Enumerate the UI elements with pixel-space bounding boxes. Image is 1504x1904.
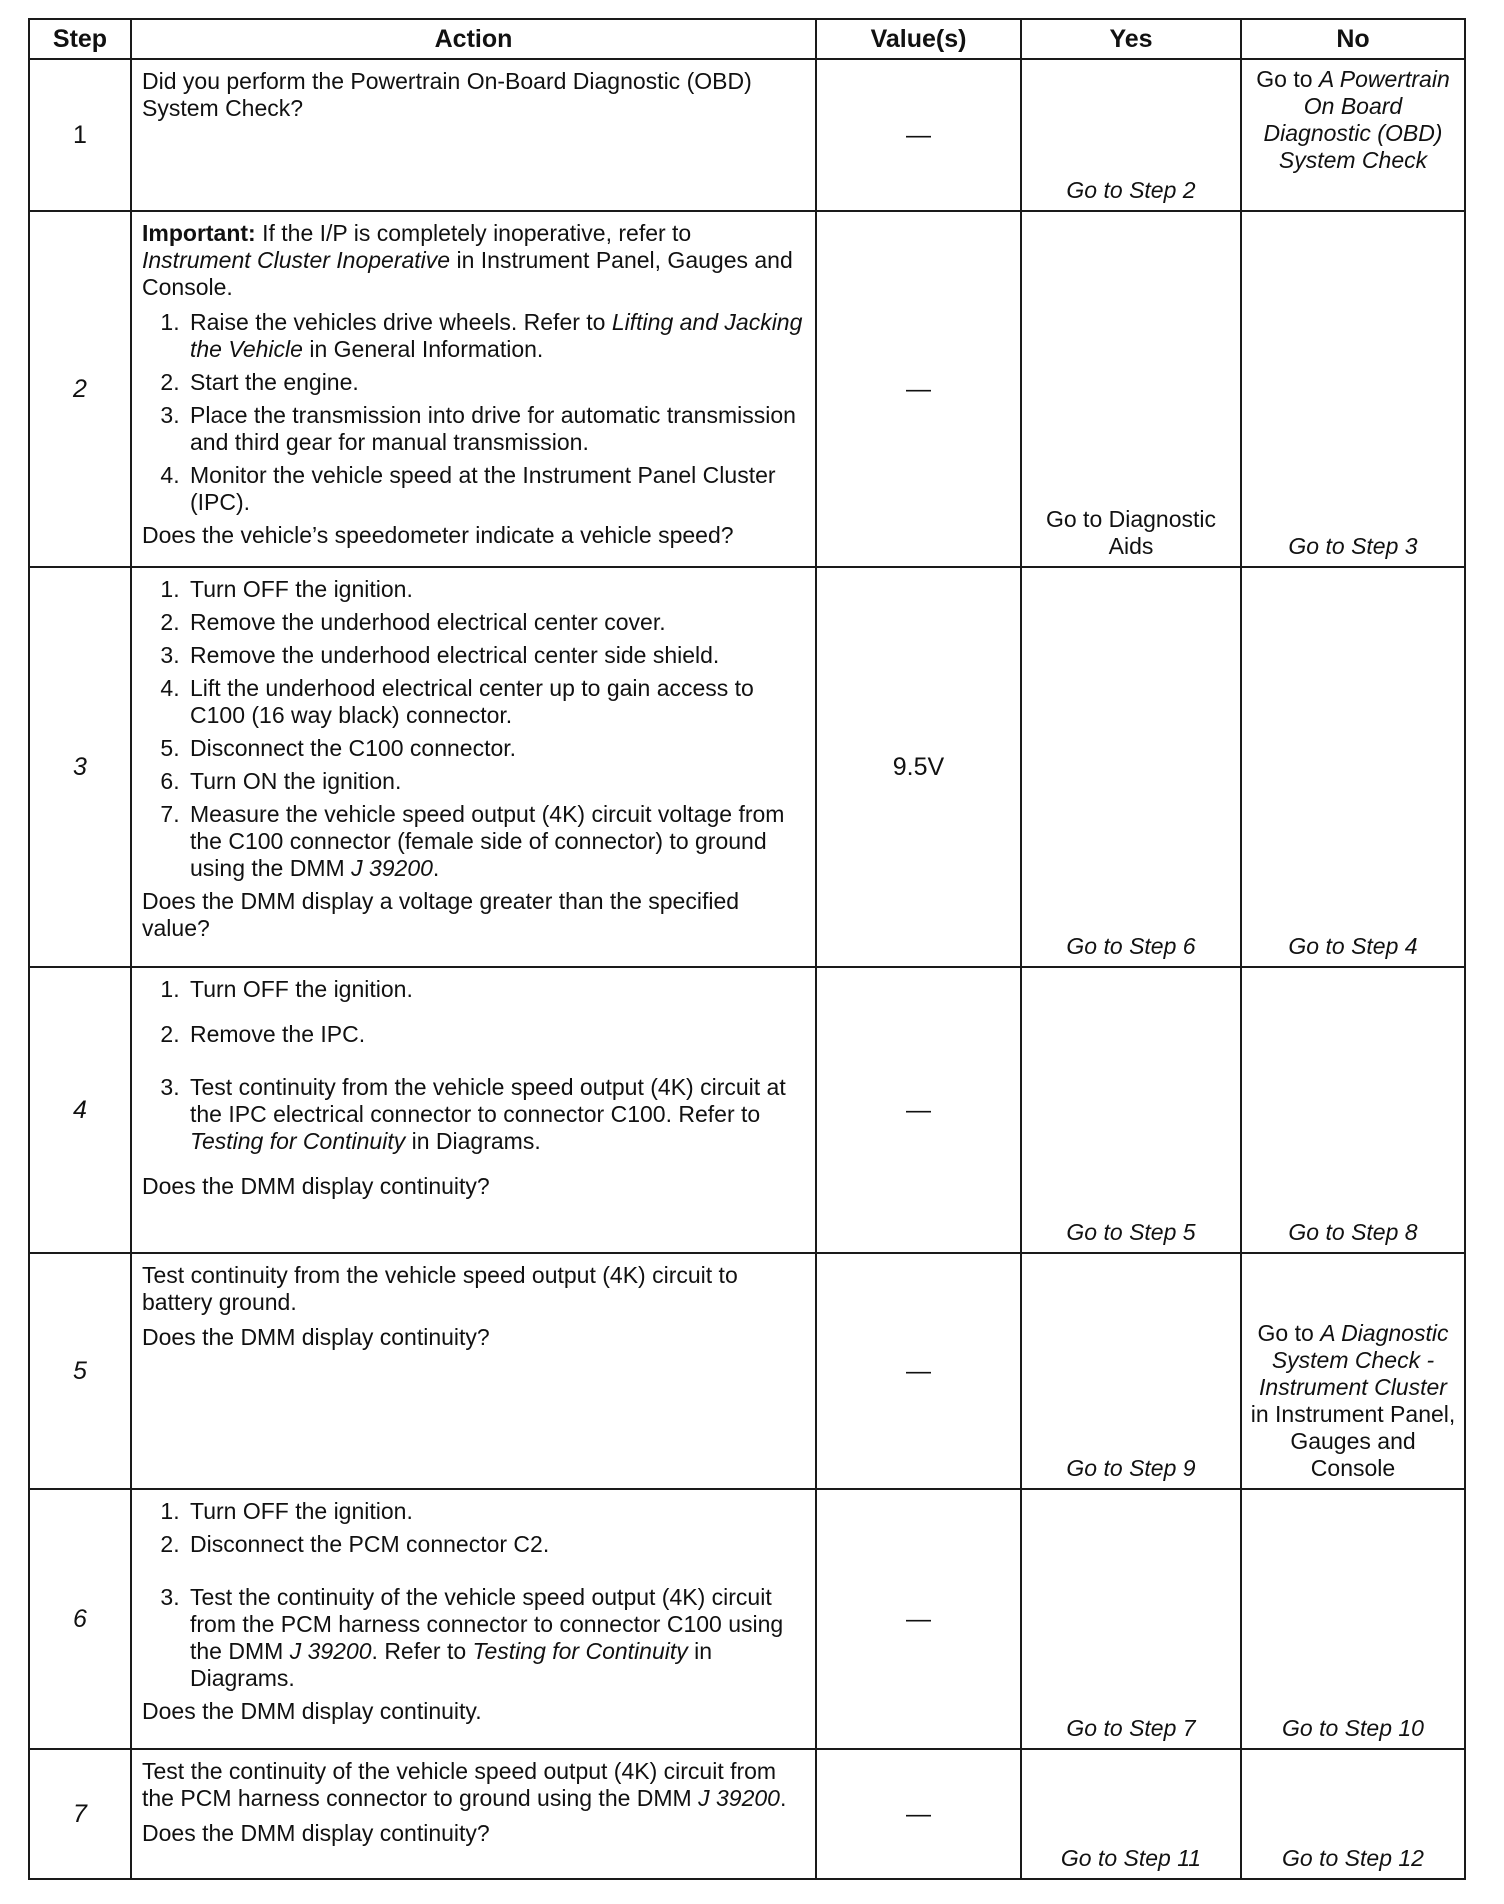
step-number: 6	[29, 1489, 131, 1749]
action-question: Does the vehicle’s speedometer indicate a vehicle speed?	[142, 522, 734, 548]
yes-link[interactable]: Go to Step 7	[1066, 1715, 1196, 1741]
action-text: Test the continuity of the vehicle speed output (4K) circuit from the PCM harness connector to ground using the DMM J 39200.	[142, 1758, 787, 1811]
reference-link[interactable]: Instrument Cluster Inoperative	[142, 247, 451, 273]
action-cell	[131, 1253, 816, 1489]
list-item: 1. Raise the vehicles drive wheels. Refer to Lifting and Jacking the Vehicle in General Information.	[186, 309, 803, 363]
procedure-list	[142, 576, 803, 882]
table-row	[29, 1749, 1465, 1879]
reference-link[interactable]: Testing for Continuity	[472, 1638, 688, 1664]
list-item: 5. Disconnect the C100 connector.	[186, 735, 803, 762]
header-row	[29, 19, 1465, 59]
list-item: 6. Turn ON the ignition.	[186, 768, 803, 795]
no-link[interactable]: Go to Step 12	[1282, 1845, 1424, 1871]
no-cell	[1241, 211, 1465, 567]
action-question: Does the DMM display continuity?	[142, 1324, 490, 1350]
no-cell	[1241, 567, 1465, 967]
no-prefix: Go to	[1256, 66, 1313, 92]
action-cell	[131, 1489, 816, 1749]
header-no: No	[1241, 19, 1465, 59]
table-row	[29, 567, 1465, 967]
list-item: 2. Remove the IPC.	[186, 1021, 803, 1048]
action-question: Did you perform the Powertrain On-Board Diagnostic (OBD) System Check?	[142, 68, 752, 121]
no-suffix: in Instrument Panel, Gauges and Console	[1250, 1401, 1456, 1481]
list-item: 1. Turn OFF the ignition.	[186, 1498, 803, 1525]
action-cell	[131, 59, 816, 211]
value-cell: —	[816, 59, 1021, 211]
tool-reference[interactable]: J 39200	[698, 1785, 780, 1811]
yes-cell	[1021, 1489, 1241, 1749]
list-item: 4. Lift the underhood electrical center up to gain access to C100 (16 way black) connector.	[186, 675, 803, 729]
value-cell: 9.5V	[816, 567, 1021, 967]
yes-link[interactable]: Go to Step 9	[1066, 1455, 1196, 1481]
yes-link[interactable]: Go to Step 6	[1066, 933, 1196, 959]
no-link[interactable]: Go to Step 3	[1288, 533, 1418, 559]
action-question: Does the DMM display continuity?	[142, 1173, 490, 1199]
list-item: 3. Test continuity from the vehicle speed output (4K) circuit at the IPC electrical connector to connector C100. Refer to Testing for Continuity in Diagrams.	[186, 1074, 803, 1155]
procedure-list	[142, 309, 803, 516]
yes-cell	[1021, 1253, 1241, 1489]
step-number: 2	[29, 211, 131, 567]
value-cell: —	[816, 211, 1021, 567]
table-row	[29, 211, 1465, 567]
step-number: 3	[29, 567, 131, 967]
no-prefix: Go to	[1257, 1320, 1314, 1346]
yes-cell	[1021, 211, 1241, 567]
tool-reference[interactable]: J 39200	[351, 855, 433, 881]
value-cell: —	[816, 1253, 1021, 1489]
action-cell	[131, 211, 816, 567]
action-text: Test continuity from the vehicle speed output (4K) circuit to battery ground.	[142, 1262, 738, 1315]
list-item: 2. Remove the underhood electrical center cover.	[186, 609, 803, 636]
list-item: 3. Test the continuity of the vehicle speed output (4K) circuit from the PCM harness connector to connector C100 using the DMM J 39200. Refer to Testing for Continuity in Diagrams.	[186, 1584, 803, 1692]
yes-cell	[1021, 59, 1241, 211]
list-item: 3. Place the transmission into drive for automatic transmission and third gear for manual transmission.	[186, 402, 803, 456]
step-number: 1	[29, 59, 131, 211]
yes-cell	[1021, 1749, 1241, 1879]
no-link[interactable]: Go to Step 8	[1288, 1219, 1418, 1245]
no-cell	[1241, 59, 1465, 211]
reference-link[interactable]: Testing for Continuity	[190, 1128, 406, 1154]
table-row	[29, 59, 1465, 211]
no-link[interactable]: A Diagnostic System Check - Instrument Cluster	[1259, 1320, 1449, 1400]
yes-link[interactable]: Go to Step 5	[1066, 1219, 1196, 1245]
important-note: Important: If the I/P is completely inoperative, refer to Instrument Cluster Inoperative in Instrument Panel, Gauges and Console.	[142, 220, 793, 300]
table-row	[29, 967, 1465, 1253]
action-question: Does the DMM display continuity?	[142, 1820, 490, 1846]
list-item: 1. Turn OFF the ignition.	[186, 576, 803, 603]
reference-link[interactable]: Lifting and Jacking the Vehicle	[190, 309, 803, 362]
no-link[interactable]: Go to Step 4	[1288, 933, 1418, 959]
table-row	[29, 1489, 1465, 1749]
action-cell	[131, 967, 816, 1253]
header-step: Step	[29, 19, 131, 59]
list-item: 7. Measure the vehicle speed output (4K) circuit voltage from the C100 connector (female side of connector) to ground using the DMM J 39200.	[186, 801, 803, 882]
no-cell	[1241, 967, 1465, 1253]
list-item: 2. Start the engine.	[186, 369, 803, 396]
header-values: Value(s)	[816, 19, 1021, 59]
yes-cell	[1021, 967, 1241, 1253]
list-item: 4. Monitor the vehicle speed at the Instrument Panel Cluster (IPC).	[186, 462, 803, 516]
value-cell: —	[816, 1749, 1021, 1879]
no-link[interactable]: Go to Step 10	[1282, 1715, 1424, 1741]
action-question: Does the DMM display a voltage greater than the specified value?	[142, 888, 740, 941]
action-cell	[131, 567, 816, 967]
procedure-list	[142, 1498, 803, 1692]
no-cell	[1241, 1253, 1465, 1489]
value-cell: —	[816, 967, 1021, 1253]
step-number: 7	[29, 1749, 131, 1879]
yes-cell	[1021, 567, 1241, 967]
action-cell	[131, 1749, 816, 1879]
list-item: 1. Turn OFF the ignition.	[186, 976, 803, 1003]
table-row	[29, 1253, 1465, 1489]
tool-reference[interactable]: J 39200	[289, 1638, 372, 1664]
no-link[interactable]: A Powertrain On Board Diagnostic (OBD) System Check	[1263, 66, 1450, 173]
yes-link[interactable]: Go to Step 2	[1066, 177, 1196, 203]
diagnostic-table	[28, 18, 1466, 1880]
yes-link[interactable]: Go to Step 11	[1060, 1845, 1202, 1871]
no-cell	[1241, 1749, 1465, 1879]
header-action: Action	[131, 19, 816, 59]
important-label: Important:	[142, 220, 256, 246]
list-item: 3. Remove the underhood electrical center side shield.	[186, 642, 803, 669]
yes-link[interactable]: Go to Diagnostic Aids	[1045, 506, 1217, 559]
step-number: 4	[29, 967, 131, 1253]
value-cell: —	[816, 1489, 1021, 1749]
no-cell	[1241, 1489, 1465, 1749]
procedure-list	[142, 976, 803, 1155]
action-question: Does the DMM display continuity.	[142, 1698, 482, 1724]
header-yes: Yes	[1021, 19, 1241, 59]
list-item: 2. Disconnect the PCM connector C2.	[186, 1531, 803, 1558]
step-number: 5	[29, 1253, 131, 1489]
